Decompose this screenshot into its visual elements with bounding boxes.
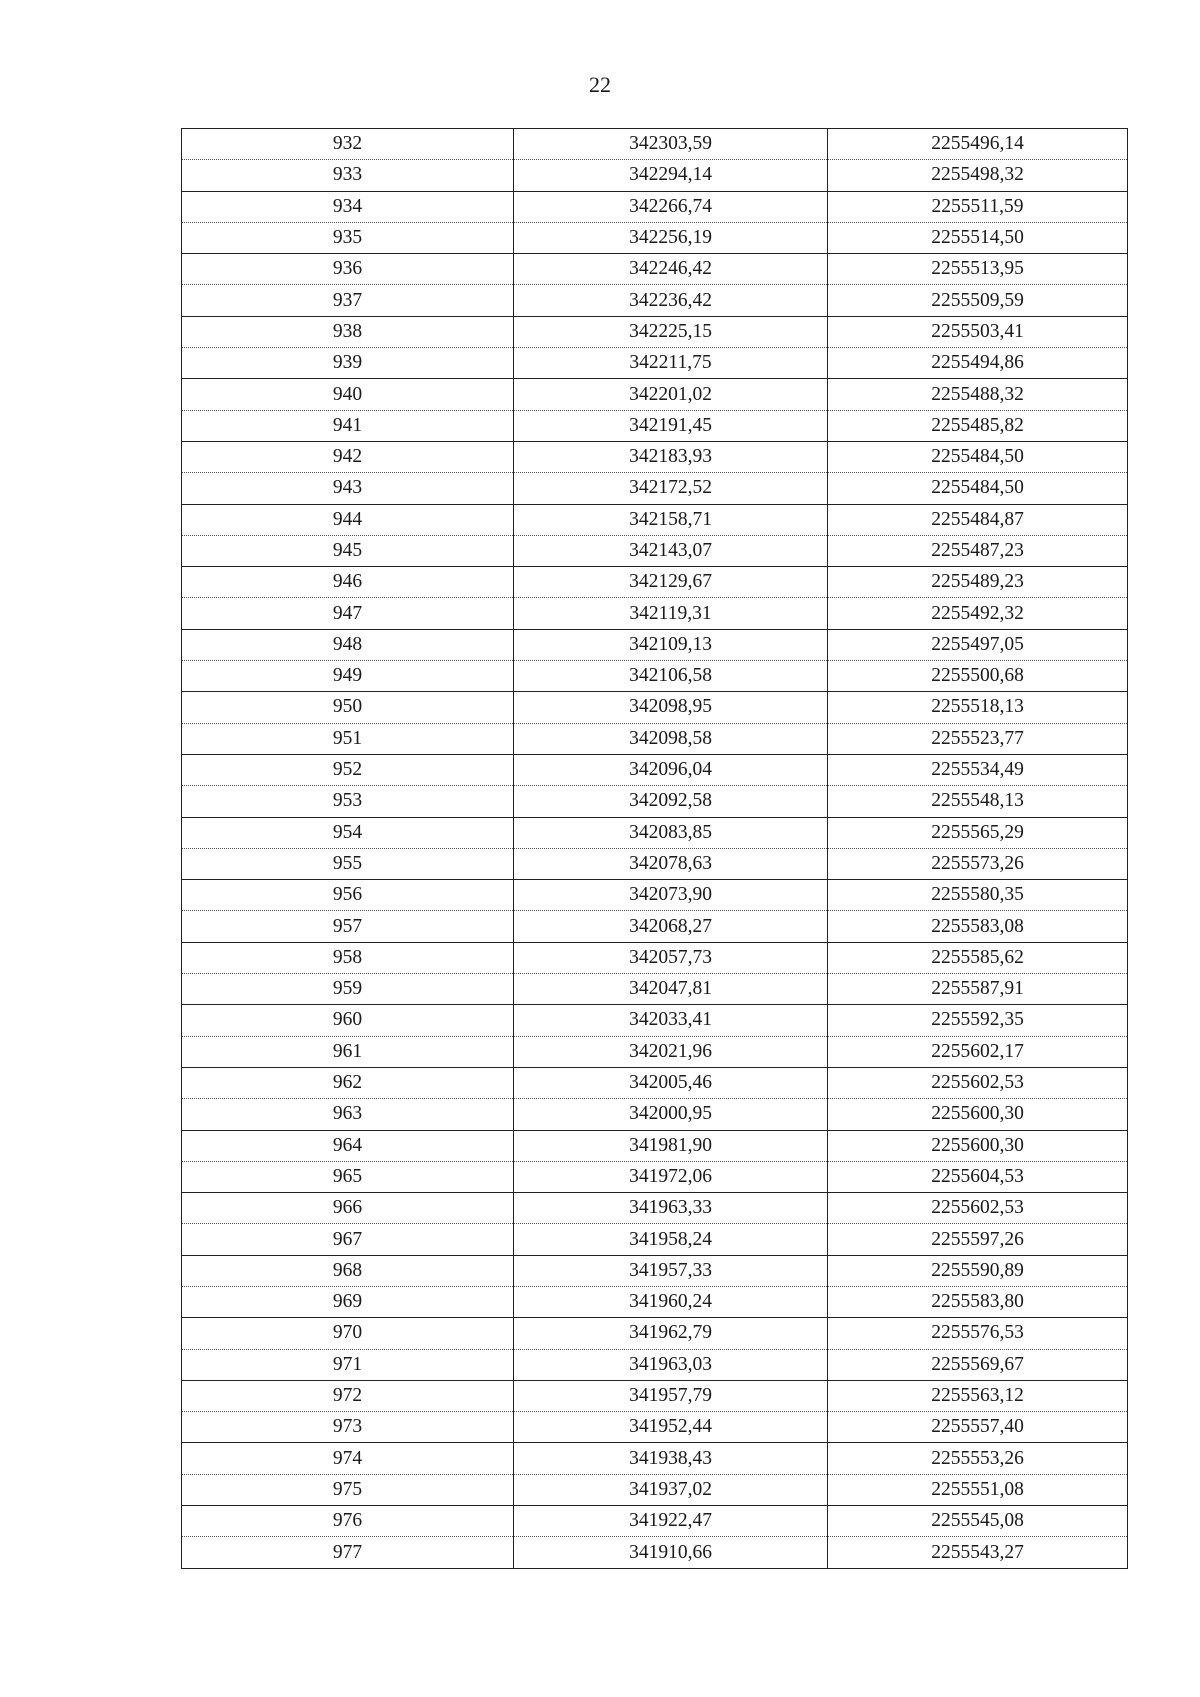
table-row xyxy=(182,1286,1128,1317)
y-coordinate-cell: 2255592,35 xyxy=(828,1005,1128,1036)
point-number-cell: 938 xyxy=(182,316,514,347)
point-number-cell: 933 xyxy=(182,160,514,191)
x-coordinate-cell: 342256,19 xyxy=(514,222,828,253)
table-row xyxy=(182,254,1128,285)
point-number-cell: 941 xyxy=(182,410,514,441)
x-coordinate-cell: 342068,27 xyxy=(514,911,828,942)
point-number-cell: 952 xyxy=(182,754,514,785)
y-coordinate-cell: 2255583,08 xyxy=(828,911,1128,942)
point-number-cell: 932 xyxy=(182,129,514,160)
x-coordinate-cell: 341981,90 xyxy=(514,1130,828,1161)
point-number-cell: 934 xyxy=(182,191,514,222)
table-row xyxy=(182,848,1128,879)
point-number-cell: 953 xyxy=(182,786,514,817)
point-number-cell: 968 xyxy=(182,1255,514,1286)
x-coordinate-cell: 341958,24 xyxy=(514,1224,828,1255)
table-row xyxy=(182,567,1128,598)
y-coordinate-cell: 2255485,82 xyxy=(828,410,1128,441)
point-number-cell: 972 xyxy=(182,1380,514,1411)
y-coordinate-cell: 2255494,86 xyxy=(828,348,1128,379)
x-coordinate-cell: 341960,24 xyxy=(514,1286,828,1317)
y-coordinate-cell: 2255514,50 xyxy=(828,222,1128,253)
y-coordinate-cell: 2255534,49 xyxy=(828,754,1128,785)
point-number-cell: 937 xyxy=(182,285,514,316)
table-row xyxy=(182,1506,1128,1537)
x-coordinate-cell: 342005,46 xyxy=(514,1067,828,1098)
point-number-cell: 964 xyxy=(182,1130,514,1161)
point-number-cell: 950 xyxy=(182,692,514,723)
point-number-cell: 948 xyxy=(182,629,514,660)
table-row xyxy=(182,817,1128,848)
table-row xyxy=(182,1036,1128,1067)
y-coordinate-cell: 2255496,14 xyxy=(828,129,1128,160)
x-coordinate-cell: 341922,47 xyxy=(514,1506,828,1537)
table-row xyxy=(182,160,1128,191)
y-coordinate-cell: 2255484,50 xyxy=(828,441,1128,472)
y-coordinate-cell: 2255563,12 xyxy=(828,1380,1128,1411)
x-coordinate-cell: 341910,66 xyxy=(514,1537,828,1568)
y-coordinate-cell: 2255602,53 xyxy=(828,1067,1128,1098)
table-row xyxy=(182,1224,1128,1255)
point-number-cell: 970 xyxy=(182,1318,514,1349)
point-number-cell: 947 xyxy=(182,598,514,629)
y-coordinate-cell: 2255488,32 xyxy=(828,379,1128,410)
x-coordinate-cell: 342211,75 xyxy=(514,348,828,379)
y-coordinate-cell: 2255573,26 xyxy=(828,848,1128,879)
point-number-cell: 965 xyxy=(182,1161,514,1192)
y-coordinate-cell: 2255492,32 xyxy=(828,598,1128,629)
y-coordinate-cell: 2255565,29 xyxy=(828,817,1128,848)
table-row xyxy=(182,1318,1128,1349)
point-number-cell: 974 xyxy=(182,1443,514,1474)
y-coordinate-cell: 2255484,87 xyxy=(828,504,1128,535)
x-coordinate-cell: 342172,52 xyxy=(514,473,828,504)
point-number-cell: 966 xyxy=(182,1193,514,1224)
table-row xyxy=(182,1193,1128,1224)
table-row xyxy=(182,441,1128,472)
table-row xyxy=(182,1443,1128,1474)
x-coordinate-cell: 342098,95 xyxy=(514,692,828,723)
x-coordinate-cell: 341962,79 xyxy=(514,1318,828,1349)
y-coordinate-cell: 2255602,53 xyxy=(828,1193,1128,1224)
x-coordinate-cell: 342096,04 xyxy=(514,754,828,785)
x-coordinate-cell: 341963,33 xyxy=(514,1193,828,1224)
table-row xyxy=(182,629,1128,660)
y-coordinate-cell: 2255518,13 xyxy=(828,692,1128,723)
x-coordinate-cell: 342158,71 xyxy=(514,504,828,535)
x-coordinate-cell: 342033,41 xyxy=(514,1005,828,1036)
x-coordinate-cell: 342073,90 xyxy=(514,880,828,911)
table-row xyxy=(182,911,1128,942)
table-row xyxy=(182,348,1128,379)
y-coordinate-cell: 2255600,30 xyxy=(828,1130,1128,1161)
y-coordinate-cell: 2255590,89 xyxy=(828,1255,1128,1286)
table-row xyxy=(182,880,1128,911)
x-coordinate-cell: 342078,63 xyxy=(514,848,828,879)
y-coordinate-cell: 2255553,26 xyxy=(828,1443,1128,1474)
table-row xyxy=(182,974,1128,1005)
coordinates-table-body xyxy=(182,129,1128,1569)
table-row xyxy=(182,1130,1128,1161)
point-number-cell: 951 xyxy=(182,723,514,754)
x-coordinate-cell: 342109,13 xyxy=(514,629,828,660)
point-number-cell: 943 xyxy=(182,473,514,504)
y-coordinate-cell: 2255557,40 xyxy=(828,1412,1128,1443)
x-coordinate-cell: 342047,81 xyxy=(514,974,828,1005)
point-number-cell: 961 xyxy=(182,1036,514,1067)
y-coordinate-cell: 2255576,53 xyxy=(828,1318,1128,1349)
point-number-cell: 956 xyxy=(182,880,514,911)
table-row xyxy=(182,692,1128,723)
point-number-cell: 954 xyxy=(182,817,514,848)
table-row xyxy=(182,942,1128,973)
table-row xyxy=(182,661,1128,692)
y-coordinate-cell: 2255487,23 xyxy=(828,535,1128,566)
table-row xyxy=(182,410,1128,441)
table-row xyxy=(182,1474,1128,1505)
y-coordinate-cell: 2255583,80 xyxy=(828,1286,1128,1317)
point-number-cell: 939 xyxy=(182,348,514,379)
point-number-cell: 977 xyxy=(182,1537,514,1568)
x-coordinate-cell: 342246,42 xyxy=(514,254,828,285)
y-coordinate-cell: 2255503,41 xyxy=(828,316,1128,347)
table-row xyxy=(182,786,1128,817)
y-coordinate-cell: 2255511,59 xyxy=(828,191,1128,222)
table-row xyxy=(182,504,1128,535)
point-number-cell: 942 xyxy=(182,441,514,472)
point-number-cell: 971 xyxy=(182,1349,514,1380)
page-number: 22 xyxy=(589,72,611,97)
table-row xyxy=(182,129,1128,160)
y-coordinate-cell: 2255548,13 xyxy=(828,786,1128,817)
y-coordinate-cell: 2255587,91 xyxy=(828,974,1128,1005)
x-coordinate-cell: 341972,06 xyxy=(514,1161,828,1192)
y-coordinate-cell: 2255513,95 xyxy=(828,254,1128,285)
table-row xyxy=(182,1067,1128,1098)
x-coordinate-cell: 342266,74 xyxy=(514,191,828,222)
y-coordinate-cell: 2255604,53 xyxy=(828,1161,1128,1192)
point-number-cell: 973 xyxy=(182,1412,514,1443)
point-number-cell: 963 xyxy=(182,1099,514,1130)
point-number-cell: 958 xyxy=(182,942,514,973)
table-row xyxy=(182,1412,1128,1443)
table-row xyxy=(182,754,1128,785)
y-coordinate-cell: 2255600,30 xyxy=(828,1099,1128,1130)
x-coordinate-cell: 342098,58 xyxy=(514,723,828,754)
x-coordinate-cell: 342183,93 xyxy=(514,441,828,472)
y-coordinate-cell: 2255602,17 xyxy=(828,1036,1128,1067)
x-coordinate-cell: 342092,58 xyxy=(514,786,828,817)
y-coordinate-cell: 2255551,08 xyxy=(828,1474,1128,1505)
point-number-cell: 944 xyxy=(182,504,514,535)
table-row xyxy=(182,473,1128,504)
x-coordinate-cell: 342294,14 xyxy=(514,160,828,191)
y-coordinate-cell: 2255585,62 xyxy=(828,942,1128,973)
point-number-cell: 955 xyxy=(182,848,514,879)
point-number-cell: 959 xyxy=(182,974,514,1005)
y-coordinate-cell: 2255523,77 xyxy=(828,723,1128,754)
y-coordinate-cell: 2255500,68 xyxy=(828,661,1128,692)
table-row xyxy=(182,316,1128,347)
x-coordinate-cell: 342057,73 xyxy=(514,942,828,973)
y-coordinate-cell: 2255580,35 xyxy=(828,880,1128,911)
table-row xyxy=(182,222,1128,253)
point-number-cell: 976 xyxy=(182,1506,514,1537)
table-row xyxy=(182,1099,1128,1130)
x-coordinate-cell: 342000,95 xyxy=(514,1099,828,1130)
y-coordinate-cell: 2255498,32 xyxy=(828,160,1128,191)
table-row xyxy=(182,723,1128,754)
y-coordinate-cell: 2255543,27 xyxy=(828,1537,1128,1568)
table-row xyxy=(182,1161,1128,1192)
x-coordinate-cell: 342191,45 xyxy=(514,410,828,441)
x-coordinate-cell: 342083,85 xyxy=(514,817,828,848)
y-coordinate-cell: 2255484,50 xyxy=(828,473,1128,504)
y-coordinate-cell: 2255509,59 xyxy=(828,285,1128,316)
x-coordinate-cell: 342129,67 xyxy=(514,567,828,598)
y-coordinate-cell: 2255489,23 xyxy=(828,567,1128,598)
point-number-cell: 969 xyxy=(182,1286,514,1317)
point-number-cell: 960 xyxy=(182,1005,514,1036)
x-coordinate-cell: 342225,15 xyxy=(514,316,828,347)
x-coordinate-cell: 342201,02 xyxy=(514,379,828,410)
y-coordinate-cell: 2255545,08 xyxy=(828,1506,1128,1537)
x-coordinate-cell: 342303,59 xyxy=(514,129,828,160)
x-coordinate-cell: 342021,96 xyxy=(514,1036,828,1067)
point-number-cell: 949 xyxy=(182,661,514,692)
x-coordinate-cell: 342106,58 xyxy=(514,661,828,692)
y-coordinate-cell: 2255569,67 xyxy=(828,1349,1128,1380)
table-row xyxy=(182,1537,1128,1568)
x-coordinate-cell: 341957,33 xyxy=(514,1255,828,1286)
table-row xyxy=(182,535,1128,566)
table-row xyxy=(182,191,1128,222)
table-row xyxy=(182,598,1128,629)
point-number-cell: 945 xyxy=(182,535,514,566)
x-coordinate-cell: 342143,07 xyxy=(514,535,828,566)
table-row xyxy=(182,1005,1128,1036)
table-row xyxy=(182,1349,1128,1380)
point-number-cell: 975 xyxy=(182,1474,514,1505)
table-row xyxy=(182,379,1128,410)
coordinates-table xyxy=(181,128,1128,1569)
x-coordinate-cell: 341957,79 xyxy=(514,1380,828,1411)
x-coordinate-cell: 341952,44 xyxy=(514,1412,828,1443)
x-coordinate-cell: 342236,42 xyxy=(514,285,828,316)
point-number-cell: 940 xyxy=(182,379,514,410)
y-coordinate-cell: 2255597,26 xyxy=(828,1224,1128,1255)
point-number-cell: 936 xyxy=(182,254,514,285)
table-row xyxy=(182,285,1128,316)
x-coordinate-cell: 341937,02 xyxy=(514,1474,828,1505)
point-number-cell: 962 xyxy=(182,1067,514,1098)
x-coordinate-cell: 341963,03 xyxy=(514,1349,828,1380)
point-number-cell: 946 xyxy=(182,567,514,598)
point-number-cell: 957 xyxy=(182,911,514,942)
x-coordinate-cell: 341938,43 xyxy=(514,1443,828,1474)
table-row xyxy=(182,1380,1128,1411)
y-coordinate-cell: 2255497,05 xyxy=(828,629,1128,660)
table-row xyxy=(182,1255,1128,1286)
x-coordinate-cell: 342119,31 xyxy=(514,598,828,629)
point-number-cell: 935 xyxy=(182,222,514,253)
point-number-cell: 967 xyxy=(182,1224,514,1255)
